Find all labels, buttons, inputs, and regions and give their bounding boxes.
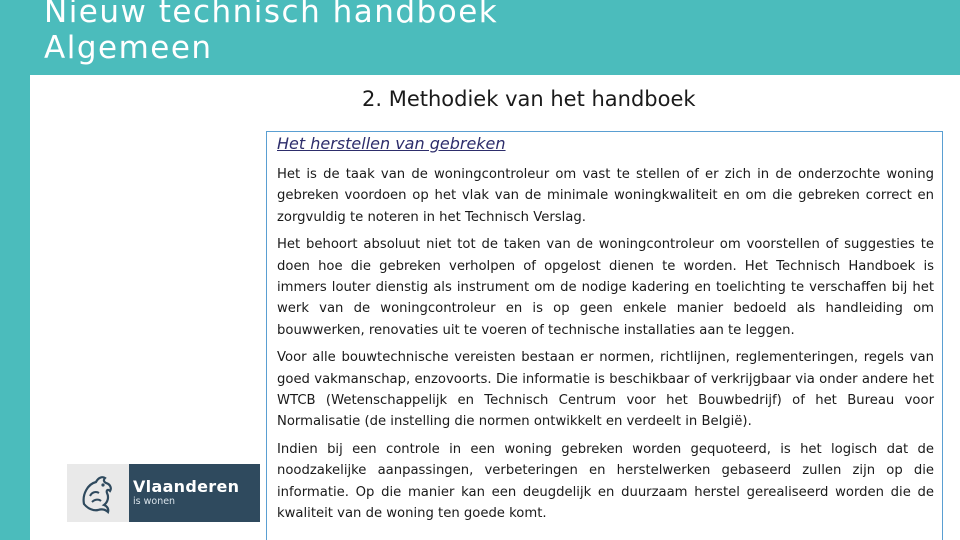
logo-name: Vlaanderen <box>133 477 240 496</box>
slide-title-line-2: Algemeen <box>44 30 213 66</box>
paragraph-3: Voor alle bouwtechnische vereisten bestaan er normen, richtlijnen, reglementeringen, regels van goed vakmanschap, enzovoorts. Die informatie is beschikbaar of verkrijgbaar via onder andere het WTCB (Wetenschappelijk en Technisch Centrum voor het Bouwbedrijf) of het Bureau voor Normalisatie (de instelling die normen ontwikkelt en verdeelt in België). <box>277 350 934 430</box>
text-box <box>266 131 943 540</box>
logo-text-panel <box>129 464 260 522</box>
flemish-lion-icon <box>67 464 129 522</box>
text-box-heading: Het herstellen van gebreken <box>277 134 506 153</box>
paragraph-4: Indien bij een controle in een woning gebreken worden gequoteerd, is het logisch dat de noodzakelijke aanpassingen, verbeteringen en herstelwerken gebaseerd zullen zijn op die informatie. Op die manier kan een deugdelijk en duurzaam herstel gerealiseerd worden die de kwaliteit van de woning ten goede komt. <box>277 441 934 522</box>
vlaanderen-logo <box>67 464 260 522</box>
logo-subtitle: is wonen <box>133 496 176 507</box>
slide-title <box>44 0 498 66</box>
slide-title-line-1: Nieuw technisch handboek <box>44 0 499 30</box>
section-heading: 2. Methodiek van het handboek <box>362 87 696 111</box>
paragraph-2: Het behoort absoluut niet tot de taken van de woningcontroleur om voorstellen of suggesties te doen hoe die gebreken verholpen of opgelost dienen te worden. Het Technisch Handboek is immers louter dienstig als instrument om de nodige kadering en toelichting te verschaffen bij het werk van de woningcontroleur en is op geen enkele manier bedoeld als handleiding om bouwwerken, renovaties uit te voeren of technische installaties aan te leggen. <box>277 237 934 338</box>
paragraph-1: Het is de taak van de woningcontroleur om vast te stellen of er zich in de onderzochte woning gebreken voordoen op het vlak van de minimale woningkwaliteit en om die gebreken correct en zorgvuldig te noteren in het Technisch Verslag. <box>277 167 934 225</box>
